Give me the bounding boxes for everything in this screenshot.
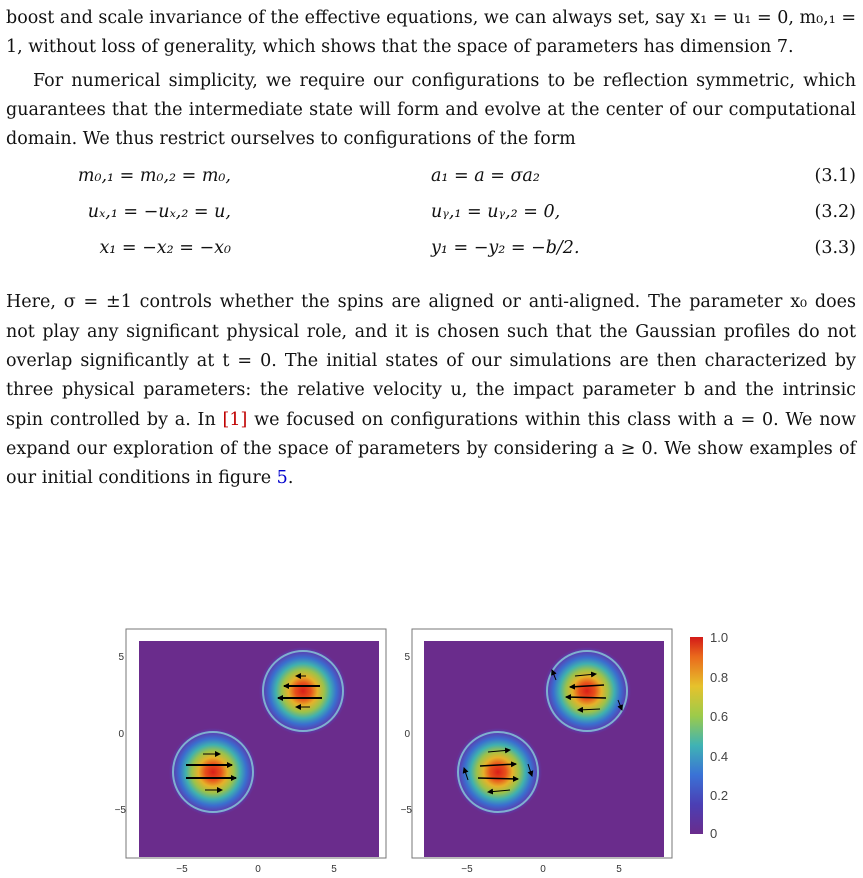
- y-tick-5-left: 5: [118, 652, 124, 663]
- equation-3-1: [6, 166, 856, 202]
- y-tick-0-right: 0: [404, 729, 410, 740]
- equation-3-3: [6, 238, 856, 274]
- paragraph-3-text-b: we focused on configurations within this class with a = 0. We now expand our exploration of the space of parameters by considering a ≥ 0. We show examples of our initial conditions in figure: [6, 409, 856, 489]
- paragraph-3-text-c: .: [287, 468, 294, 489]
- x-tick-5-left: 5: [331, 864, 337, 875]
- equation-3-2-right: uᵧ,₁ = uᵧ,₂ = 0,: [431, 202, 561, 223]
- paragraph-2: For numerical simplicity, we require our configurations to be reflection symmetric, which guarantees that the intermediate state will form and evolve at the center of our computational domain. We thus restrict ourselves to configurations of the form: [6, 70, 856, 150]
- x-tick-5-right: 5: [616, 864, 622, 875]
- x-tick-0-left: 0: [255, 864, 261, 875]
- x-tick-neg5-right: −5: [461, 864, 473, 875]
- equation-3-1-number: (3.1): [814, 166, 856, 187]
- paragraph-3-text-a: Here, σ = ±1 controls whether the spins are aligned or anti-aligned. The parameter x₀ does not play any significant physical role, and it is chosen such that the Gaussian profiles do not overlap significantly at t = 0. The initial states of our simulations are then characterized by three physical parameters: the relative velocity u, the impact parameter b and the intrinsic spin controlled by a. In: [6, 292, 856, 430]
- equation-3-2-number: (3.2): [814, 202, 856, 223]
- paper-page: [6, 0, 856, 494]
- equation-3-1-right: a₁ = a = σa₂: [431, 166, 540, 187]
- paragraph-3: [6, 288, 856, 493]
- equation-3-1-left: m₀,₁ = m₀,₂ = m₀,: [77, 166, 231, 187]
- colorbar-tick-0-8: 0.8: [710, 670, 729, 685]
- paragraph-1: boost and scale invariance of the effective equations, we can always set, say x₁ = u₁ = 0, m₀,₁ = 1, without loss of generality, which shows that the space of parameters has dimension 7.: [6, 8, 856, 58]
- x-tick-0-right: 0: [540, 864, 546, 875]
- colorbar-tick-0-6: 0.6: [710, 709, 729, 724]
- colorbar-tick-0: 0: [710, 826, 718, 841]
- panel-right: [401, 629, 672, 875]
- equation-3-3-left: x₁ = −x₂ = −x₀: [99, 238, 231, 259]
- x-tick-neg5-left: −5: [176, 864, 188, 875]
- colorbar-tick-1-0: 1.0: [710, 630, 729, 645]
- citation-link[interactable]: [1]: [222, 409, 248, 430]
- colorbar-tick-0-4: 0.4: [710, 749, 729, 764]
- equation-block: [6, 166, 856, 274]
- y-tick-neg5-left: −5: [114, 805, 126, 816]
- equation-3-3-number: (3.3): [814, 238, 856, 259]
- equation-3-2: [6, 202, 856, 238]
- colorbar-tick-0-2: 0.2: [710, 788, 729, 803]
- equation-3-3-right: y₁ = −y₂ = −b/2.: [431, 238, 580, 259]
- figure-link[interactable]: 5: [276, 468, 288, 489]
- y-tick-neg5-right: −5: [400, 805, 412, 816]
- colorbar: [690, 630, 728, 841]
- y-tick-5-right: 5: [404, 652, 410, 663]
- y-tick-0-left: 0: [118, 729, 124, 740]
- equation-3-2-left: uₓ,₁ = −uₓ,₂ = u,: [87, 202, 231, 223]
- panel-left: [115, 629, 386, 875]
